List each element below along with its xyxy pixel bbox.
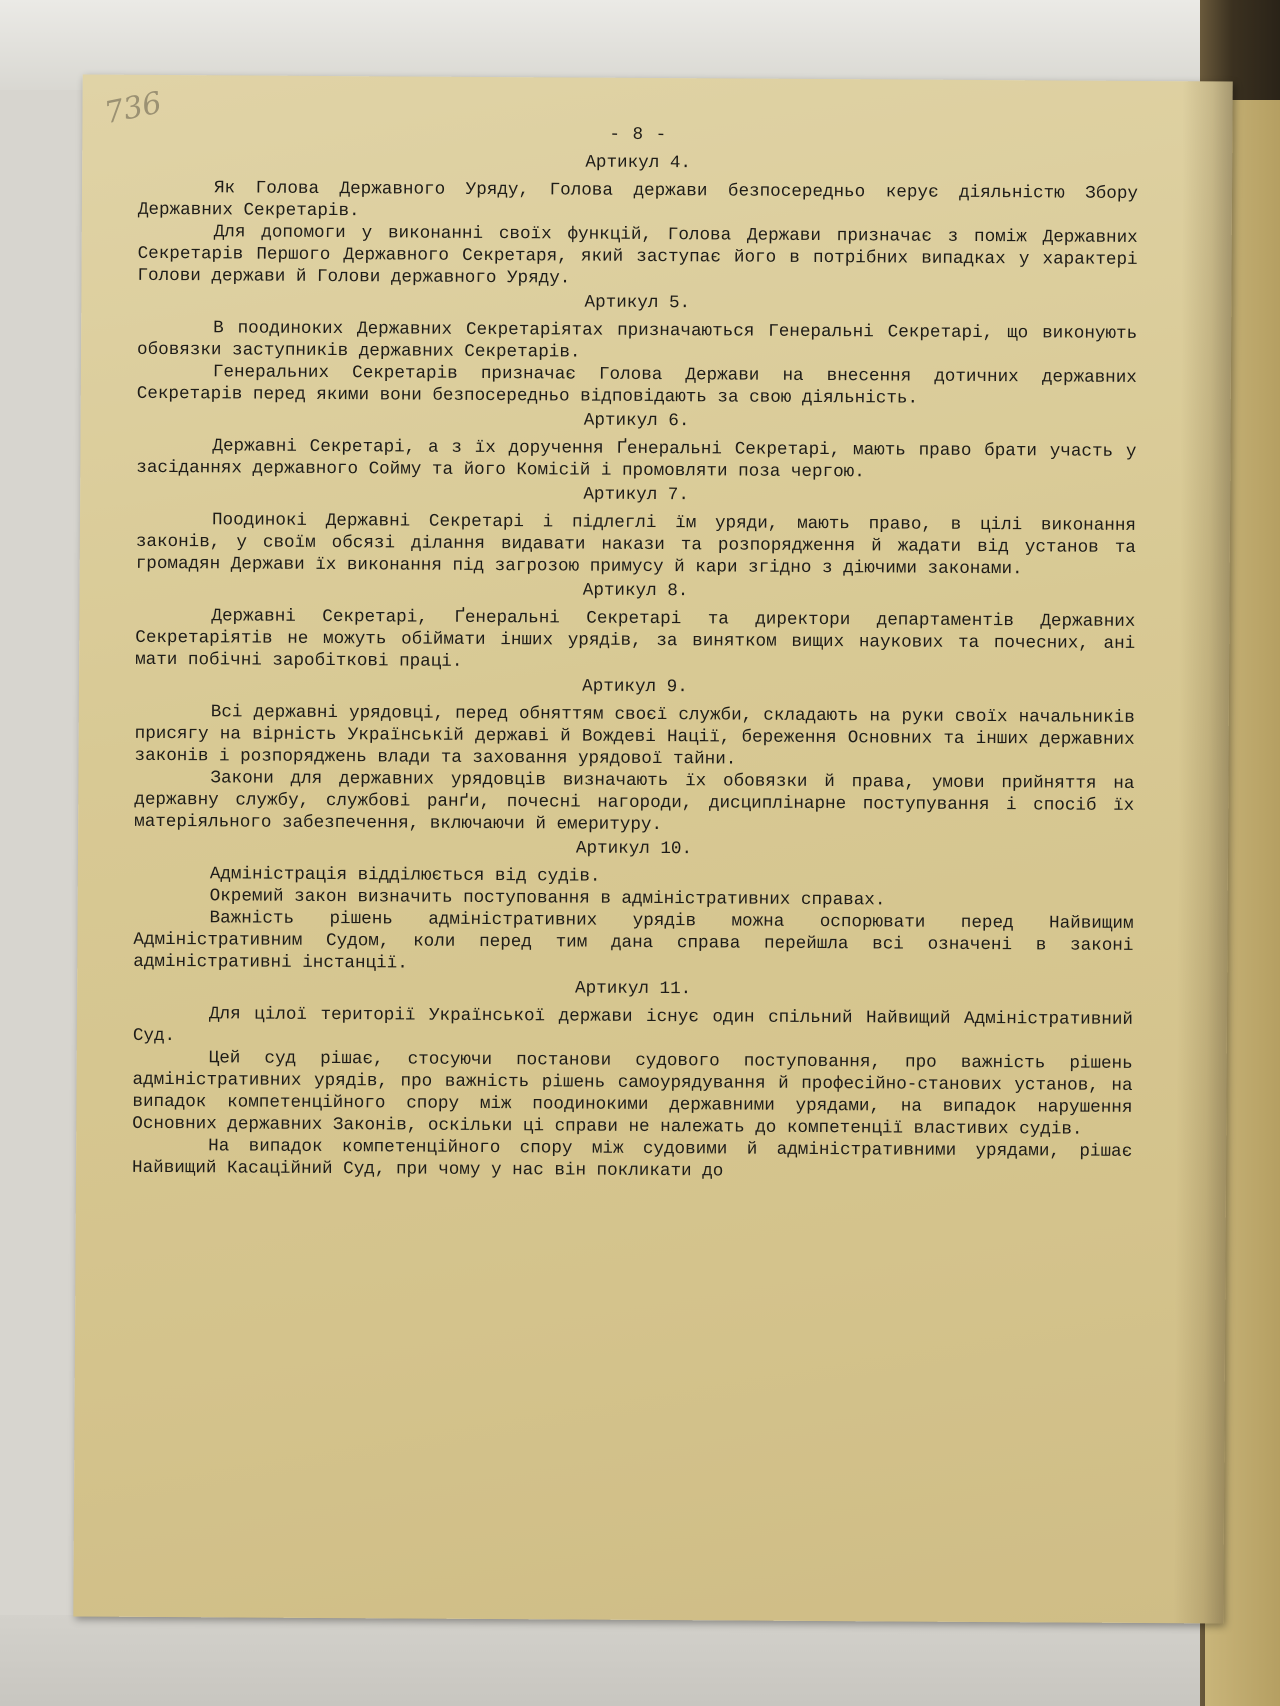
article-9: [134, 673, 1135, 839]
page-fold-shadow: [1173, 81, 1232, 1623]
article-heading: Артикул 9.: [582, 676, 688, 698]
paragraph: Державні Секретарі, а з їх доручення Ґенеральні Секретарі, мають право брати участь у засіданнях державного Сойму та його Комісій і промовляти поза чергою.: [136, 436, 1137, 483]
article-5: [137, 289, 1138, 411]
article-6: [136, 407, 1136, 485]
article-7: [136, 481, 1137, 581]
paragraph: Окремий закон визначить поступовання в адміністративних справах.: [209, 886, 886, 911]
paragraph: На випадок компетенційного спору між судовими й адміністративними урядами, рішає Найвищий Касаційний Суд, при чому у нас він покликати до: [131, 1136, 1133, 1182]
paragraph: Поодинокі Державні Секретарі і підлеглі їм уряди, мають право, в цілі виконання законів, у своїм обсязі ділання видавати накази та розпорядження й жадати від установ та громадян Держави їх виконання під загрозою примусу й кари згідно з діючими законами.: [135, 510, 1137, 580]
paragraph: Всі державні урядовці, перед обняттям своєї служби, складають на руки своїх начальників присягу на вірність Українській державі й Вождеві Нації, береження Основних та інших державних законів і розпоряджень влади та заховання урядової тайни.: [134, 702, 1135, 770]
article-heading: Артикул 10.: [575, 838, 693, 860]
pencil-margin-mark: 736: [101, 85, 165, 132]
paragraph: Як Голова Державного Уряду, Голова держави безпосередньо керує діяльністю Збору Державних Секретарів.: [137, 178, 1139, 222]
paragraph: Адміністрація відділюється від судів.: [209, 864, 601, 887]
article-10: [133, 835, 1134, 979]
paragraph: Закони для державних урядовців визначають їх обовязки й права, умови прийняття на державну службу, службові ранґи, почесні нагороди, дисциплінарне поступування і спосіб їх матеріяльного забезпечення, включаючи й емеритуру.: [134, 768, 1135, 836]
article-heading: Артикул 7.: [583, 484, 690, 506]
paragraph: Важність рішень адміністративних урядів можна оспорювати перед Найвищим Адміністративним Судом, коли перед тим дана справа перейшла всі означені в законі адміністративні інстанції.: [133, 908, 1134, 974]
paragraph: Генеральних Секретарів призначає Голова Держави на внесення дотичних державних Секретарів перед якими вони безпосередньо відповідають за свою діяльність.: [136, 362, 1137, 409]
paragraph: Для цілої території Української держави існує один спільний Найвищий Адміністративний Суд.: [132, 1004, 1134, 1047]
article-8: [135, 577, 1136, 677]
article-heading: Артикул 8.: [582, 580, 689, 602]
paragraph: Цей суд рішає, стосуючи постанови судового поступовання, про важність рішень адміністративних урядів, про важність рішень самоурядування й професійно-станових установ, на випадок компетенційного спору між поодинокими державними урядами, на випадок нарушення Основних державних Законів, оскільки ці справи не належать до компетенції властивих судів.: [132, 1048, 1133, 1140]
background-bottom: [0, 1615, 1200, 1706]
paragraph: Державні Секретарі, Ґенеральні Секретарі та директори департаментів Державних Секретаріятів не можуть обіймати інших урядів, за винятком вищих наукових та почесних, ані мати побічні заробіткові праці.: [135, 606, 1136, 672]
article-heading: Артикул 4.: [585, 152, 692, 174]
article-11: [132, 975, 1133, 1185]
paragraph: Для допомоги у виконанні своїх функцій, Голова Держави призначає з поміж Державних Секретарів Першого Державного Секретаря, який заступає його в потрібних випадках у характері Голови держави й Голови державного Уряду.: [137, 222, 1138, 289]
article-heading: Артикул 11.: [575, 978, 692, 1000]
document-page: [73, 75, 1232, 1624]
article-heading: Артикул 6.: [583, 410, 690, 432]
typed-text: [132, 121, 1138, 1185]
article-4: [137, 149, 1138, 293]
article-heading: Артикул 5.: [584, 292, 691, 314]
paragraph: В поодиноких Державних Секретаріятах призначаються Генеральні Секретарі, що виконують обовязки заступників державних Секретарів.: [136, 318, 1138, 363]
page-number: - 8 -: [609, 124, 668, 146]
